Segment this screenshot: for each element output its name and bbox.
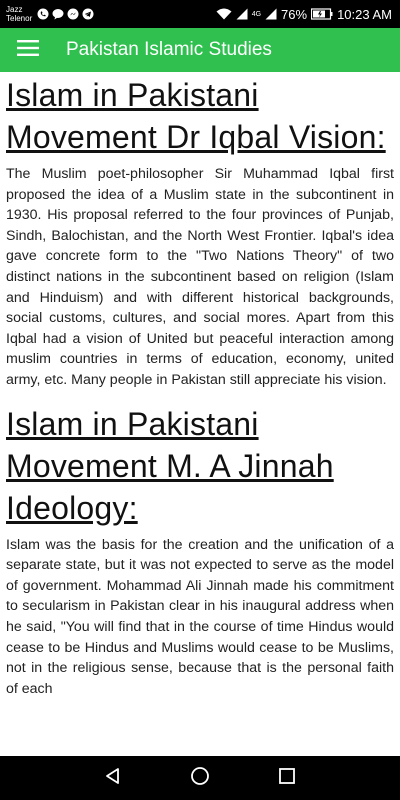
home-button[interactable]: [180, 758, 220, 798]
status-right: [216, 7, 392, 22]
network-type: 4G: [251, 10, 262, 18]
wifi-icon: [216, 8, 232, 20]
section-heading: Islam in Pakistani Movement Dr Iqbal Vision:: [6, 77, 386, 155]
recents-square-icon: [278, 767, 296, 790]
app-bar: [0, 28, 400, 72]
clock-time: 10:23 AM: [337, 6, 392, 22]
section-body: Islam was the basis for the creation and the unification of a separate state, but it was not expected to serve as the model of government. Mohammad Ali Jinnah made his commitment to secularism in Pakistan clear in his inaugural address when he said, "You will find that in the course of time Hindus would cease to be Hindus and Muslims would cease to be Muslims, not in the religious sense, because that is the personal faith of each: [6, 536, 394, 697]
app-title: Pakistan Islamic Studies: [66, 39, 272, 60]
chat-icon: [52, 8, 64, 20]
section-heading: Islam in Pakistani Movement M. A Jinnah Ideology:: [6, 405, 334, 526]
article-content[interactable]: [0, 72, 400, 756]
menu-button[interactable]: [0, 28, 56, 72]
back-button[interactable]: [93, 758, 133, 798]
telegram-icon: [82, 8, 94, 20]
battery-icon: [311, 8, 333, 20]
signal-icon-2: [265, 8, 277, 20]
status-bar: [0, 0, 400, 28]
carrier-line2: Telenor: [6, 14, 33, 23]
back-triangle-icon: [104, 767, 122, 790]
section-body: The Muslim poet-philosopher Sir Muhammad Iqbal first proposed the idea of a Muslim state in the subcontinent in 1930. His proposal referred to the four provinces of Punjab, Sindh, Balochistan, and the North West Frontier. Iqbal's idea gave concrete form to the "Two Nations Theory" of two distinct nations in the subcontinent based on religion (Islam and Hinduism) and with different historical backgrounds, social customs, cultures, and social mores. Apart from this Iqbal had a vision of United but peaceful interaction among muslim countries in terms of education, economy, united army, etc. Many people in Pakistan still appreciate his vision.: [6, 166, 394, 388]
hamburger-menu-icon: [17, 40, 39, 61]
home-circle-icon: [190, 766, 210, 791]
battery-percent: 76%: [281, 6, 308, 22]
recents-button[interactable]: [267, 758, 307, 798]
carrier-name: [6, 5, 32, 23]
section-jinnah: [6, 403, 394, 700]
signal-icon: [236, 8, 248, 20]
section-iqbal: [6, 74, 394, 391]
status-left: [6, 5, 94, 23]
phone-icon: [37, 8, 49, 20]
carrier-line1: Jazz: [6, 5, 23, 14]
navigation-bar: [0, 756, 400, 800]
messenger-icon: [67, 8, 79, 20]
